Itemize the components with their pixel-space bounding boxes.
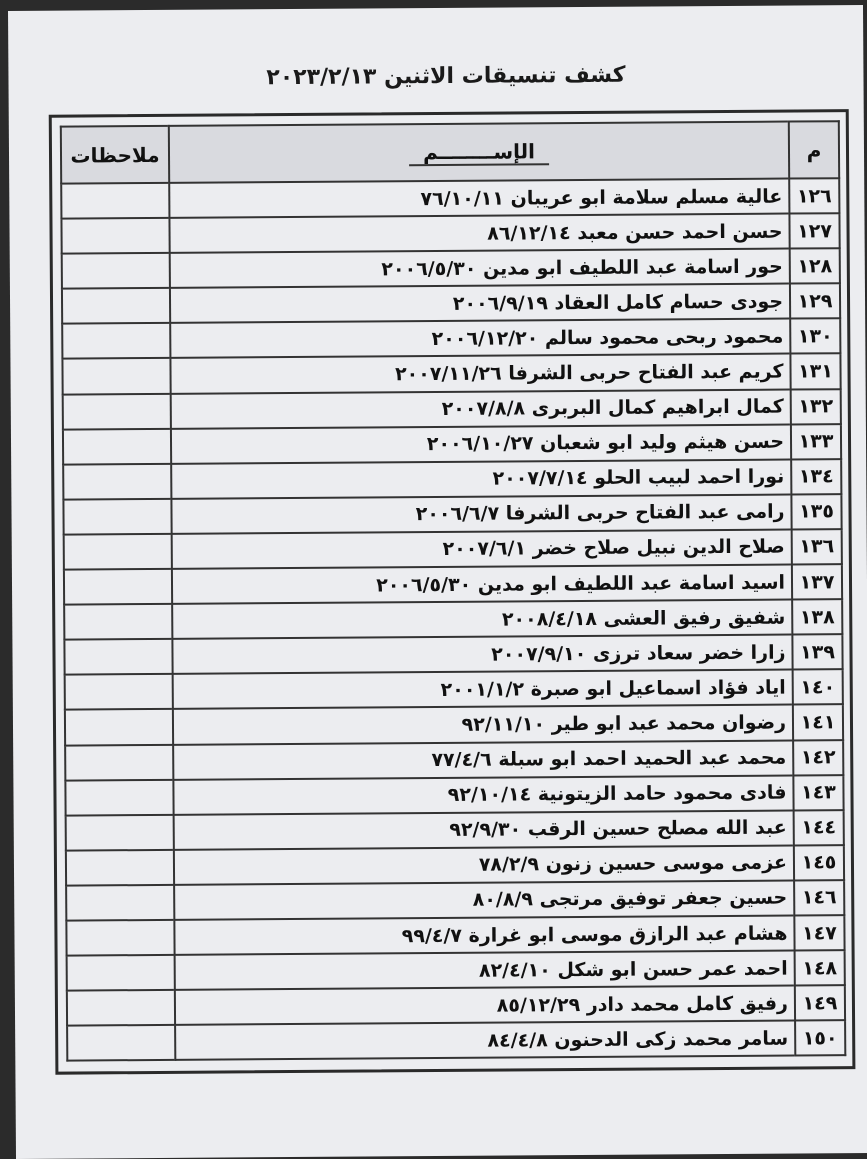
table-row: [64, 564, 842, 605]
table-row: [63, 424, 841, 465]
row-name: حسن هيثم وليد ابو شعبان ٢٠٠٦/١٠/٢٧: [171, 424, 791, 463]
row-name: فادى محمود حامد الزيتونية ٩٢/١٠/١٤: [173, 775, 793, 814]
row-name: رفيق كامل محمد دادر ٨٥/١٢/٢٩: [175, 986, 795, 1025]
row-notes: [66, 920, 174, 956]
header-notes: ملاحظات: [61, 126, 169, 184]
table-row: [66, 810, 844, 851]
row-number: ١٣٥: [791, 494, 841, 529]
row-notes: [63, 464, 171, 500]
row-name: حسين جعفر توفيق مرتجى ٨٠/٨/٩: [174, 880, 794, 919]
row-number: ١٤٣: [793, 775, 843, 810]
row-name: شفيق رفيق العشى ٢٠٠٨/٤/١٨: [172, 600, 792, 639]
row-name: عبد الله مصلح حسين الرقب ٩٢/٩/٣٠: [174, 810, 794, 849]
row-number: ١٤٨: [795, 950, 845, 985]
row-name: احمد عمر حسن ابو شكل ٨٢/٤/١٠: [175, 951, 795, 990]
table-row: [67, 985, 845, 1026]
table-row: [63, 494, 841, 535]
header-name-label: الإســــــــم: [409, 139, 549, 166]
header-name: [169, 122, 789, 183]
row-name: جودى حسام كامل العقاد ٢٠٠٦/٩/١٩: [170, 284, 790, 323]
table-row: [64, 529, 842, 570]
row-name: حسن احمد حسن معبد ٨٦/١٢/١٤: [169, 214, 789, 253]
table-row: [64, 634, 842, 675]
table-row: [63, 389, 841, 430]
row-number: ١٤٩: [795, 985, 845, 1020]
row-name: نورا احمد لبيب الحلو ٢٠٠٧/٧/١٤: [171, 459, 791, 498]
table-row: [64, 599, 842, 640]
table-row: [65, 775, 843, 816]
row-number: ١٤٦: [794, 880, 844, 915]
table-header-row: [61, 121, 839, 183]
row-number: ١٤٥: [794, 845, 844, 880]
row-name: حور اسامة عبد اللطيف ابو مدين ٢٠٠٦/٥/٣٠: [170, 249, 790, 288]
row-number: ١٣٤: [791, 459, 841, 494]
table-frame: [49, 109, 856, 1075]
row-name: عزمى موسى حسين زنون ٧٨/٢/٩: [174, 845, 794, 884]
row-notes: [64, 534, 172, 570]
document-title: كشف تنسيقات الاثنين ٢٠٢٣/٢/١٣: [266, 62, 626, 91]
row-number: ١٤٢: [793, 740, 843, 775]
row-number: ١٢٧: [789, 213, 839, 248]
table-row: [65, 740, 843, 781]
row-number: ١٣٩: [792, 634, 842, 669]
table-row: [67, 950, 845, 991]
row-notes: [63, 499, 171, 535]
row-number: ١٤١: [793, 705, 843, 740]
table-row: [67, 1020, 845, 1061]
row-name: صلاح الدين نبيل صلاح خضر ٢٠٠٧/٦/١: [172, 529, 792, 568]
row-number: ١٣٣: [791, 424, 841, 459]
row-notes: [62, 288, 170, 324]
row-name: رضوان محمد عبد ابو طير ٩٢/١١/١٠: [173, 705, 793, 744]
row-number: ١٣٦: [792, 529, 842, 564]
row-name: محمود ربحى محمود سالم ٢٠٠٦/١٢/٢٠: [170, 319, 790, 358]
row-notes: [65, 744, 173, 780]
row-number: ١٣٠: [790, 319, 840, 354]
row-number: ١٢٦: [789, 178, 839, 213]
table-row: [65, 670, 843, 711]
row-notes: [65, 779, 173, 815]
table-row: [62, 354, 840, 395]
header-number: م: [789, 121, 839, 178]
row-number: ١٢٨: [790, 248, 840, 283]
row-number: ١٤٠: [793, 670, 843, 705]
coordination-table: [60, 120, 847, 1062]
row-notes: [66, 850, 174, 886]
table-row: [62, 319, 840, 360]
row-notes: [66, 815, 174, 851]
row-name: اياد فؤاد اسماعيل ابو صبرة ٢٠٠١/١/٢: [173, 670, 793, 709]
row-notes: [67, 955, 175, 991]
row-notes: [65, 674, 173, 710]
row-name: هشام عبد الرازق موسى ابو غرارة ٩٩/٤/٧: [174, 915, 794, 954]
row-name: كريم عبد الفتاح حربى الشرفا ٢٠٠٧/١١/٢٦: [170, 354, 790, 393]
row-notes: [64, 604, 172, 640]
row-number: ١٥٠: [795, 1020, 845, 1055]
row-name: سامر محمد زكى الدحنون ٨٤/٤/٨: [175, 1021, 795, 1060]
row-notes: [65, 709, 173, 745]
document-page: [8, 5, 867, 1159]
table-row: [61, 178, 839, 219]
row-number: ١٣٨: [792, 599, 842, 634]
table-row: [61, 213, 839, 254]
table-row: [66, 845, 844, 886]
row-notes: [63, 429, 171, 465]
row-name: رامى عبد الفتاح حربى الشرفا ٢٠٠٦/٦/٧: [171, 494, 791, 533]
row-notes: [61, 183, 169, 219]
row-notes: [67, 1025, 175, 1061]
table-row: [63, 459, 841, 500]
table-row: [66, 915, 844, 956]
row-name: عالية مسلم سلامة ابو عريبان ٧٦/١٠/١١: [169, 179, 789, 218]
row-notes: [64, 569, 172, 605]
table-row: [65, 705, 843, 746]
row-number: ١٣٧: [792, 564, 842, 599]
row-number: ١٤٤: [794, 810, 844, 845]
row-name: محمد عبد الحميد احمد ابو سبلة ٧٧/٤/٦: [173, 740, 793, 779]
row-notes: [62, 253, 170, 289]
row-notes: [64, 639, 172, 675]
table-row: [62, 248, 840, 289]
row-notes: [67, 990, 175, 1026]
row-name: اسيد اسامة عبد اللطيف ابو مدين ٢٠٠٦/٥/٣٠: [172, 565, 792, 604]
row-number: ١٤٧: [794, 915, 844, 950]
row-name: كمال ابراهيم كمال البربرى ٢٠٠٧/٨/٨: [171, 389, 791, 428]
table-row: [66, 880, 844, 921]
row-number: ١٣١: [790, 354, 840, 389]
row-name: زارا خضر سعاد ترزى ٢٠٠٧/٩/١٠: [172, 635, 792, 674]
row-notes: [66, 885, 174, 921]
row-notes: [62, 358, 170, 394]
row-notes: [63, 393, 171, 429]
row-notes: [61, 218, 169, 254]
row-number: ١٣٢: [791, 389, 841, 424]
table-row: [62, 283, 840, 324]
row-number: ١٢٩: [790, 283, 840, 318]
row-notes: [62, 323, 170, 359]
